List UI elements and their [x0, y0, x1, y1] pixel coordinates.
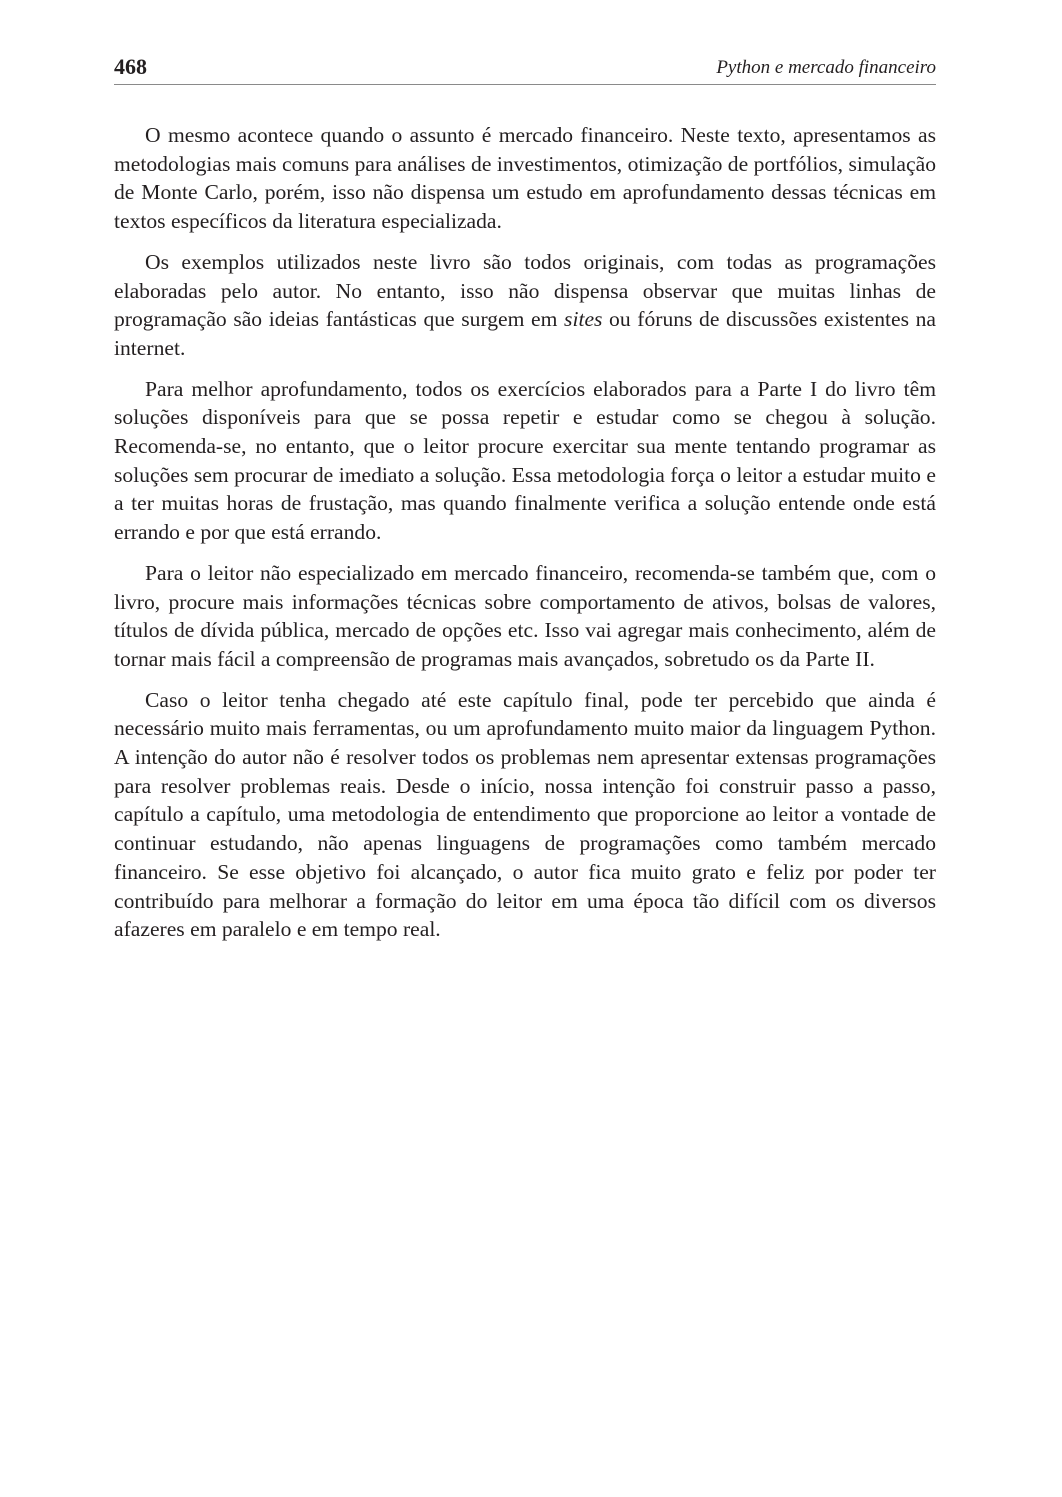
- paragraph-4: Para o leitor não especializado em mercado financeiro, recomenda-se também que, com o livro, procure mais informações técnicas sobre comportamento de ativos, bolsas de valores, títulos de dívida pública, mercado de opções etc. Isso vai agregar mais conhecimento, além de tornar mais fácil a compreensão de programas mais avançados, sobretudo os da Parte II.: [114, 560, 936, 671]
- paragraph-2-emphasis: sites: [564, 307, 603, 332]
- running-header: [114, 54, 936, 85]
- page-number: 468: [114, 54, 147, 79]
- running-title: Python e mercado financeiro: [716, 57, 936, 78]
- paragraph-2-text-before: Os exemplos utilizados neste livro são todos originais, com todas as programações elaboradas pelo autor. No entanto, isso não dispensa observar que muitas linhas de programação são ideias fantásticas que surgem em: [114, 249, 936, 332]
- paragraph-2: [114, 248, 936, 363]
- paragraph-2-text-after: ou fóruns de discussões existentes na internet.: [114, 307, 936, 360]
- paragraph-3: Para melhor aprofundamento, todos os exercícios elaborados para a Parte I do livro têm soluções disponíveis para que se possa repetir e estudar como se chegou à solução. Recomenda-se, no entanto, que o leitor procure exercitar sua mente tentando programar as soluções sem procurar de imediato a solução. Essa metodologia força o leitor a estudar muito e a ter muitas horas de frustação, mas quando finalmente verifica a solução entende onde está errando e por que está errando.: [114, 376, 936, 545]
- paragraph-5: Caso o leitor tenha chegado até este capítulo final, pode ter percebido que ainda é necessário muito mais ferramentas, ou um aprofundamento muito maior da linguagem Python. A intenção do autor não é resolver todos os problemas nem apresentar extensas programações para resolver problemas reais. Desde o início, nossa intenção foi construir passo a passo, capítulo a capítulo, uma metodologia de entendimento que proporcione ao leitor a vontade de continuar estudando, não apenas linguagens de programações como também mercado financeiro. Se esse objetivo foi alcançado, o autor fica muito grato e feliz por poder ter contribuído para melhorar a formação do leitor em uma época tão difícil com os diversos afazeres em paralelo e em tempo real.: [114, 687, 936, 942]
- paragraph-1: O mesmo acontece quando o assunto é mercado financeiro. Neste texto, apresentamos as metodologias mais comuns para análises de investimentos, otimização de portfólios, simulação de Monte Carlo, porém, isso não dispensa um estudo em aprofundamento dessas técnicas em textos específicos da literatura especializada.: [114, 123, 936, 234]
- body-text: [114, 121, 936, 956]
